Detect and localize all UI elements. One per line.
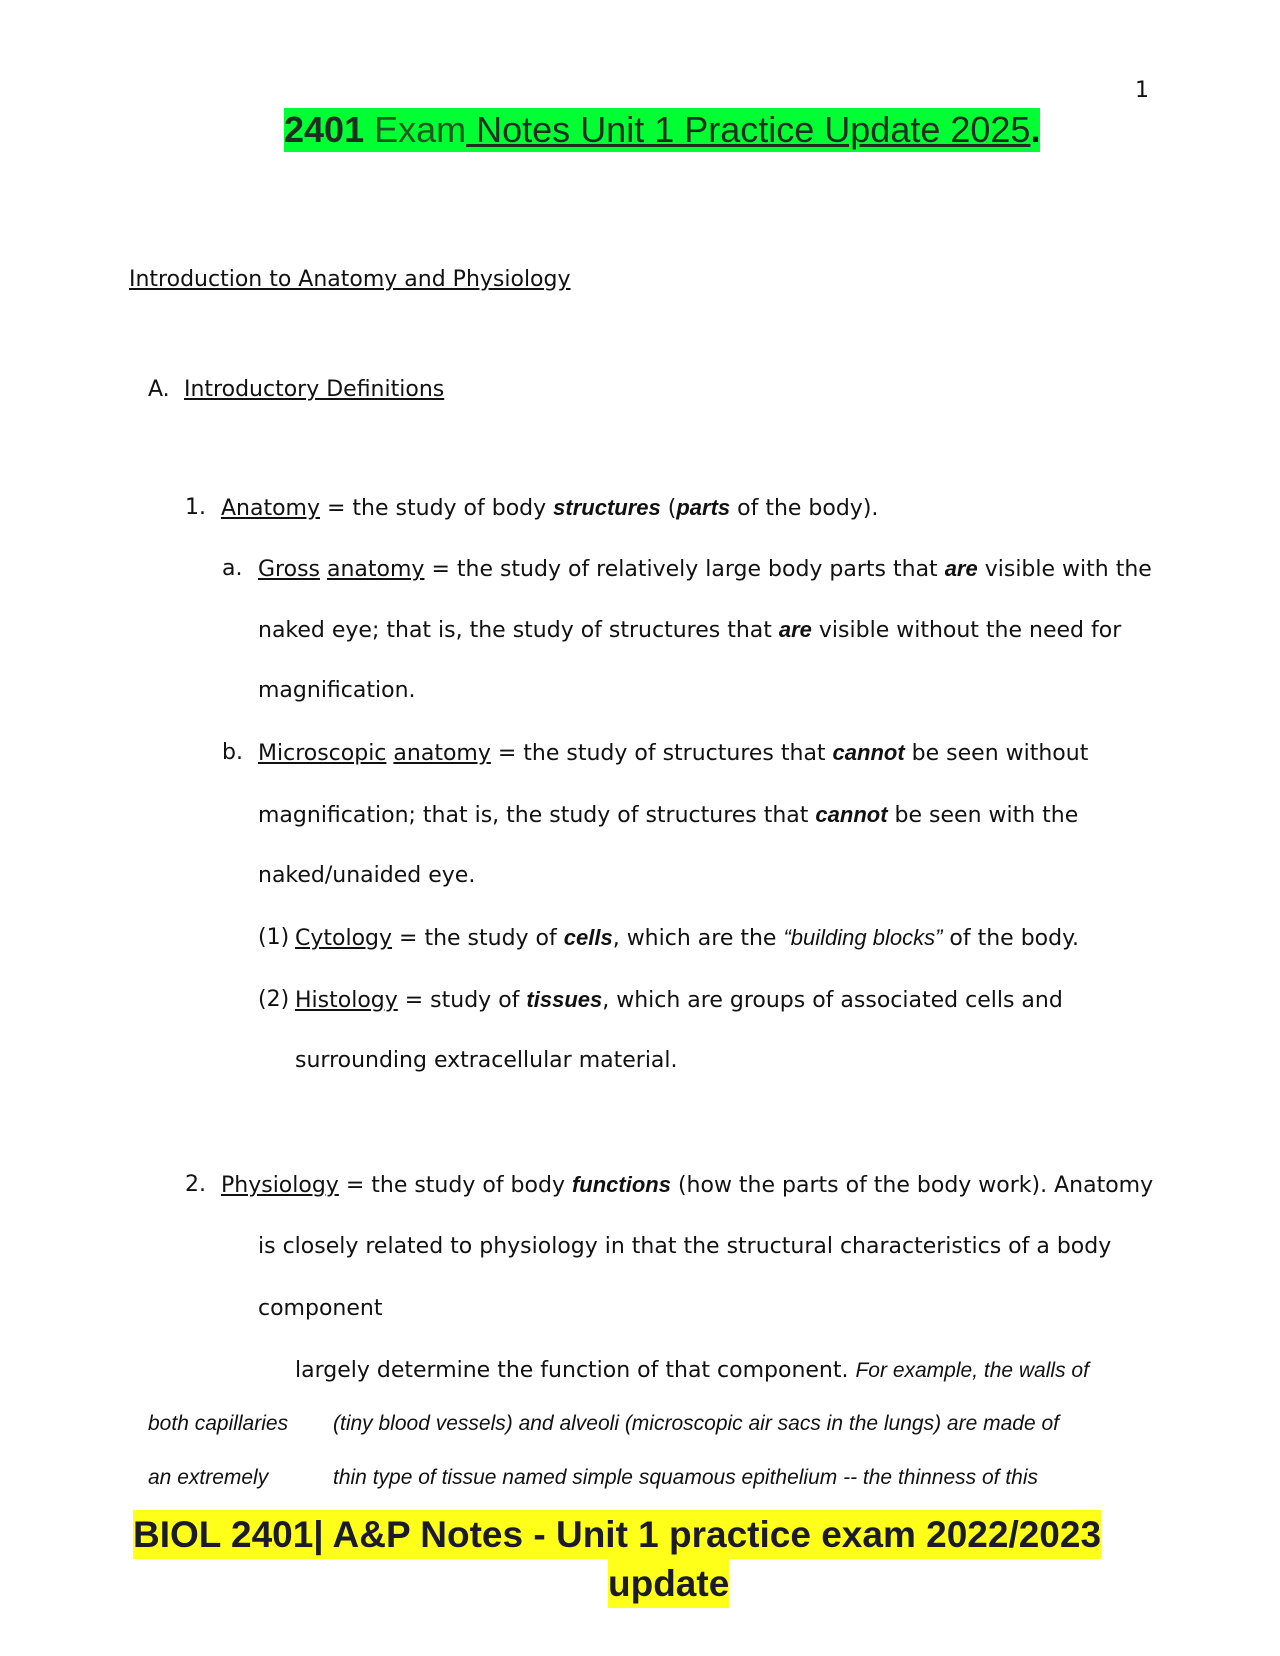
item-1a-l2-t2: visible without the need for (811, 618, 1122, 643)
item-1b-marker: b. (222, 740, 243, 765)
document-title (284, 108, 1040, 152)
item-1b-1 (258, 923, 1079, 953)
term-physiology: Physiology (221, 1173, 339, 1198)
item-2-t1: = the study of body (338, 1173, 572, 1198)
item-1b-line3: naked/unaided eye. (258, 863, 476, 888)
term-anatomy-1b: anatomy (393, 741, 491, 766)
subsection-label: Introductory Definitions (184, 377, 445, 402)
item-1b-1-text (295, 923, 1079, 954)
title-period: . (1030, 109, 1041, 150)
item-2 (185, 1170, 1154, 1200)
item-1b-l1-b1: cannot (832, 740, 905, 765)
item-1b-1-t2: , which are the (612, 926, 784, 951)
item-1b-2-b1: tissues (526, 987, 603, 1012)
item-1a-l1-t1: = the study of relatively large body parts that (424, 557, 945, 582)
item-1b-2-t2: , which are groups of associated cells and (602, 988, 1063, 1013)
title-rest: Notes Unit 1 Practice Update 2025 (466, 109, 1031, 150)
item-1b-l1-t2: be seen without (904, 741, 1089, 766)
term-cytology: Cytology (295, 926, 393, 951)
item-2-line2: is closely related to physiology in that the structural characteristics of a body (258, 1234, 1112, 1259)
item-2-l4-i1: For example, the walls of (855, 1359, 1089, 1382)
item-1-marker: 1. (185, 495, 206, 520)
item-2-line6-col1: an extremely (148, 1466, 269, 1489)
item-1 (185, 493, 879, 523)
item-1b-2-text (295, 985, 1063, 1016)
item-1-b2: parts (676, 495, 731, 520)
item-1b-1-t1: = the study of (392, 926, 564, 951)
item-1b-2-marker: (2) (258, 987, 290, 1012)
item-2-line5-col1: both capillaries (148, 1412, 289, 1435)
item-2-l4-t1: largely determine the function of that component. (295, 1358, 856, 1383)
title-number: 2401 (284, 109, 365, 150)
item-1b-line2 (258, 800, 1078, 831)
item-2-b1: functions (571, 1172, 671, 1197)
item-1-text (221, 493, 878, 524)
item-1a-line3: magnification. (258, 678, 416, 703)
subsection-a (148, 375, 445, 405)
item-1b-l2-b1: cannot (815, 802, 888, 827)
item-1b-2 (258, 985, 1063, 1015)
subsection-marker: A. (148, 377, 170, 402)
item-1a-marker: a. (222, 556, 243, 581)
item-2-line4 (295, 1356, 1089, 1386)
item-1a-l1-b1: are (944, 556, 978, 581)
item-1b-2-line2: surrounding extracellular material. (295, 1048, 678, 1073)
term-gross: Gross (258, 557, 320, 582)
term-histology: Histology (295, 988, 398, 1013)
footer-line-2: update (608, 1559, 729, 1608)
item-2-marker: 2. (185, 1172, 206, 1197)
item-1b-2-t1: = study of (397, 988, 527, 1013)
item-1-t3: of the body). (730, 496, 879, 521)
item-1a-line1 (258, 554, 1152, 585)
item-1a-l2-t1: naked eye; that is, the study of structures that (258, 618, 779, 643)
item-1b-1-marker: (1) (258, 925, 290, 950)
item-1b-1-t3: of the body. (942, 926, 1079, 951)
item-1a-line2 (258, 615, 1121, 646)
item-2-line3: component (258, 1296, 383, 1321)
item-1-t2: ( (660, 496, 677, 521)
item-1a-l1-t2: visible with the (977, 557, 1152, 582)
item-1b-1-b1: cells (563, 925, 613, 950)
item-1-b1: structures (553, 495, 661, 520)
item-1b-l2-t1: magnification; that is, the study of structures that (258, 803, 816, 828)
item-2-line1 (221, 1170, 1153, 1201)
term-microscopic: Microscopic (258, 741, 387, 766)
title-exam: Exam (374, 109, 467, 150)
item-1b-line1 (258, 738, 1088, 769)
item-2-line5-col2: (tiny blood vessels) and alveoli (microscopic air sacs in the lungs) are made of (333, 1412, 1059, 1435)
item-1b (222, 738, 1089, 768)
item-2-t2: (how the parts of the body work). Anatomy (670, 1173, 1154, 1198)
item-2-line6-col2: thin type of tissue named simple squamous epithelium -- the thinness of this (333, 1466, 1039, 1489)
item-1b-l2-t2: be seen with the (887, 803, 1079, 828)
term-anatomy-1a: anatomy (327, 557, 425, 582)
term-anatomy: Anatomy (221, 496, 321, 521)
item-1a (222, 554, 1152, 584)
item-1a-l2-b1: are (778, 617, 812, 642)
item-1-t1: = the study of body (320, 496, 554, 521)
section-heading: Introduction to Anatomy and Physiology (129, 267, 571, 292)
page-number: 1 (1135, 78, 1149, 103)
item-1b-1-i1: “building blocks” (783, 925, 943, 950)
item-1b-l1-t1: = the study of structures that (490, 741, 833, 766)
footer-line-1: BIOL 2401| A&P Notes - Unit 1 practice exam 2022/2023 (133, 1510, 1101, 1559)
